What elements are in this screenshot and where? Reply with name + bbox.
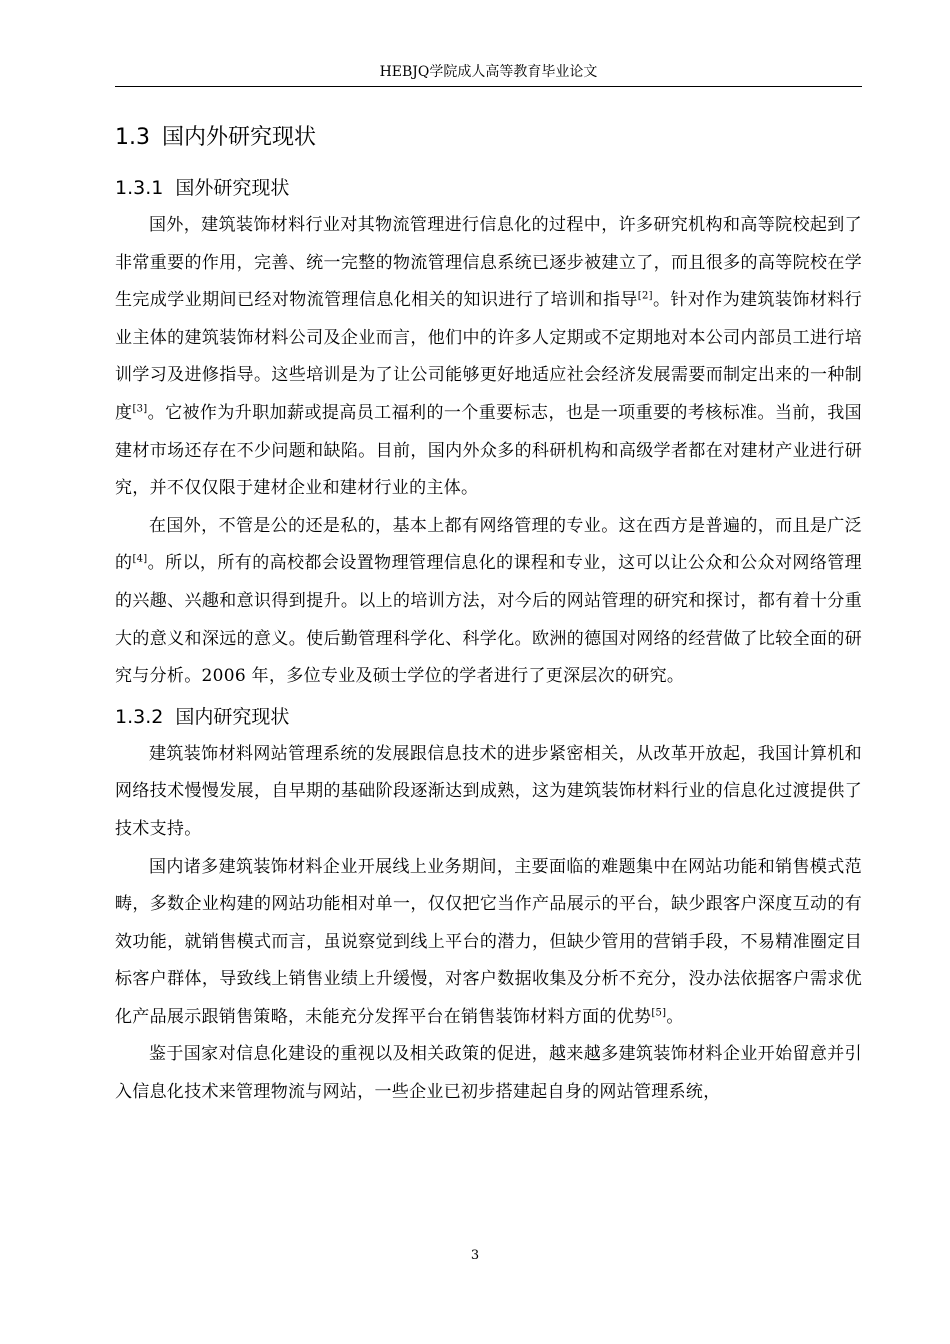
citation-ref: [4] — [132, 553, 148, 565]
paragraph-domestic-2 — [115, 849, 862, 1037]
paragraph-foreign-2 — [115, 508, 862, 696]
subsection-number: 1.3.1 — [115, 177, 164, 199]
paragraph-foreign-1 — [115, 207, 862, 508]
citation-ref: [3] — [132, 403, 148, 415]
text-run: 。它被作为升职加薪或提高员工福利的一个重要标志，也是一项重要的考核标准。当前，我国建材市场还存在不少问题和缺陷。目前，国内外众多的科研机构和高级学者都在对建材产业进行研究，并不仅仅限于建材企业和建材行业的主体。 — [115, 402, 862, 499]
text-run: 。 — [666, 1006, 684, 1027]
subsection-title: 国内研究现状 — [175, 705, 290, 728]
section-heading — [115, 118, 862, 158]
text-run: 国外，建筑装饰材料行业对其物流管理进行信息化的过程中，许多研究机构和高等院校起到了非常重要的作用，完善、统一完整的物流管理信息系统已逐步被建立了，而且很多的高等院校在学生完成学业期间已经对物流管理信息化相关的知识进行了培训和指导 — [115, 215, 862, 311]
text-run: 国内诸多建筑装饰材料企业开展线上业务期间，主要面临的难题集中在网站功能和销售模式范畴，多数企业构建的网站功能相对单一，仅仅把它当作产品展示的平台，缺少跟客户深度互动的有效功能，就销售模式而言，虽说察觉到线上平台的潜力，但缺少管用的营销手段，不易精准圈定目标客户群体，导致线上销售业绩上升缓慢，对客户数据收集及分析不充分，没办法依据客户需求优化产品展示跟销售策略，未能充分发挥平台在销售装饰材料方面的优势 — [115, 856, 862, 1027]
section-title: 国内外研究现状 — [162, 125, 317, 150]
citation-ref: [2] — [637, 290, 653, 302]
paragraph-domestic-1: 建筑装饰材料网站管理系统的发展跟信息技术的进步紧密相关，从改革开放起，我国计算机和网络技术慢慢发展，自早期的基础阶段逐渐达到成熟，这为建筑装饰材料行业的信息化过渡提供了技术支持。 — [115, 743, 862, 839]
citation-ref: [5] — [651, 1007, 667, 1019]
header-title: HEBJQ学院成人高等教育毕业论文 — [379, 64, 598, 80]
text-run: 。所以，所有的高校都会设置物理管理信息化的课程和专业，这可以让公众和公众对网络管理的兴趣、兴趣和意识得到提升。以上的培训方法，对今后的网站管理的研究和探讨，都有着十分重大的意义和深远的意义。使后勤管理科学化、科学化。欧洲的德国对网络的经营做了比较全面的研究与分析。2006 年，多位专业及硕士学位的学者进行了更深层次的研究。 — [115, 553, 862, 687]
text-run: 在国外，不管是公的还是私的，基本上都有网络管理的专业。这在西方是普遍的，而且是广泛的 — [115, 515, 862, 574]
subsection-heading-domestic — [115, 698, 862, 736]
page-number: 3 — [470, 1248, 480, 1263]
subsection-heading-foreign — [115, 169, 862, 207]
text-run: 。针对作为建筑装饰材料行业主体的建筑装饰材料公司及企业而言，他们中的许多人定期或不定期地对本公司内部员工进行培训学习及进修指导。这些培训是为了让公司能够更好地适应社会经济发展需要而制定出来的一种制度 — [115, 290, 862, 423]
section-number: 1.3 — [115, 125, 150, 150]
subsection-title: 国外研究现状 — [175, 177, 290, 199]
page-body — [115, 118, 862, 1112]
page-header — [115, 62, 862, 87]
subsection-number: 1.3.2 — [115, 705, 164, 728]
paragraph-domestic-3: 鉴于国家对信息化建设的重视以及相关政策的促进，越来越多建筑装饰材料企业开始留意并引入信息化技术来管理物流与网站，一些企业已初步搭建起自身的网站管理系统， — [115, 1044, 862, 1103]
